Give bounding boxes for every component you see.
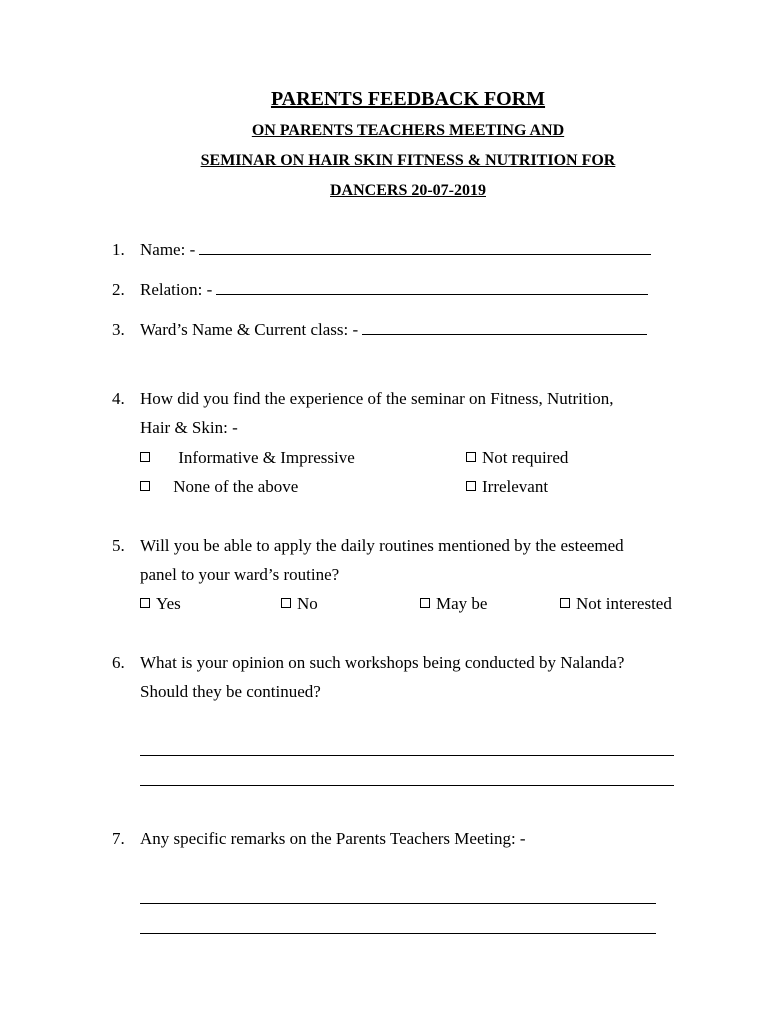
form-title: PARENTS FEEDBACK FORM [270, 88, 546, 110]
question-3 [140, 320, 647, 340]
question-1-number: 1. [112, 240, 125, 259]
remarks-answer-line-2[interactable] [140, 933, 656, 934]
question-6-line-2: Should they be continued? [140, 682, 321, 701]
checkbox-icon[interactable] [466, 452, 476, 462]
checkbox-icon[interactable] [140, 481, 150, 491]
question-3-number: 3. [112, 320, 125, 339]
checkbox-icon[interactable] [281, 598, 291, 608]
relation-field[interactable] [216, 280, 648, 295]
option-yes[interactable]: Yes [140, 594, 181, 614]
question-2-label: Relation: - [140, 280, 213, 299]
form-subtitle-line-3: DANCERS 20-07-2019 [330, 182, 486, 199]
question-6-line-1: What is your opinion on such workshops being conducted by Nalanda? [140, 653, 625, 672]
option-none-of-the-above[interactable]: None of the above [140, 477, 298, 497]
question-7-label: Any specific remarks on the Parents Teachers Meeting: - [140, 829, 526, 848]
checkbox-icon[interactable] [420, 598, 430, 608]
checkbox-icon[interactable] [466, 481, 476, 491]
question-7-number: 7. [112, 829, 125, 848]
ward-name-class-field[interactable] [362, 320, 647, 335]
question-6-number: 6. [112, 653, 125, 672]
question-3-label: Ward’s Name & Current class: - [140, 320, 359, 339]
question-4-line-1: How did you find the experience of the seminar on Fitness, Nutrition, [140, 389, 614, 408]
option-may-be[interactable]: May be [420, 594, 487, 614]
option-no[interactable]: No [281, 594, 318, 614]
question-5-line-2: panel to your ward’s routine? [140, 565, 340, 584]
opinion-answer-line-1[interactable] [140, 755, 674, 756]
question-1 [140, 240, 651, 260]
checkbox-icon[interactable] [140, 452, 150, 462]
question-1-label: Name: - [140, 240, 196, 259]
question-4-number: 4. [112, 389, 125, 408]
form-subtitle-line-1: ON PARENTS TEACHERS MEETING AND [251, 122, 565, 139]
checkbox-icon[interactable] [140, 598, 150, 608]
question-4-line-2: Hair & Skin: - [140, 418, 238, 437]
name-field[interactable] [199, 240, 651, 255]
opinion-answer-line-2[interactable] [140, 785, 674, 786]
option-not-interested[interactable]: Not interested [560, 594, 672, 614]
option-not-required[interactable]: Not required [466, 448, 568, 468]
form-subtitle-line-2: SEMINAR ON HAIR SKIN FITNESS & NUTRITION FOR [200, 152, 616, 169]
question-2-number: 2. [112, 280, 125, 299]
remarks-answer-line-1[interactable] [140, 903, 656, 904]
option-informative-impressive[interactable]: Informative & Impressive [140, 448, 355, 468]
question-2 [140, 280, 648, 300]
checkbox-icon[interactable] [560, 598, 570, 608]
question-5-number: 5. [112, 536, 125, 555]
question-5-line-1: Will you be able to apply the daily routines mentioned by the esteemed [140, 536, 624, 555]
option-irrelevant[interactable]: Irrelevant [466, 477, 548, 497]
